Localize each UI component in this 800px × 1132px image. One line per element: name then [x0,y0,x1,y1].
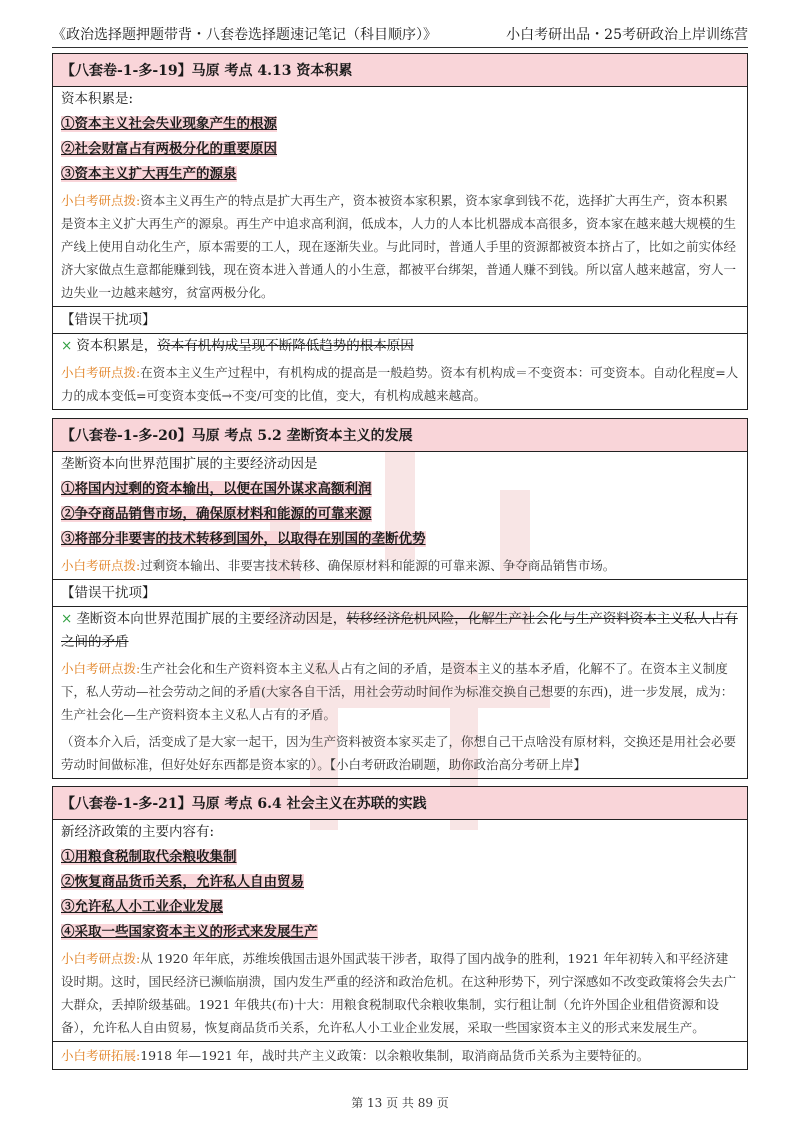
question-card-20 [52,418,748,779]
card-title: 【八套卷-1-多-19】马原 考点 4.13 资本积累 [53,54,747,87]
wrong-option: × 垄断资本向世界范围扩展的主要经济动因是，转移经济危机风险，化解生产社会化与生产资料资本主义私人占有之间的矛盾 [61,611,738,650]
option-item: ②争夺商品销售市场，确保原材料和能源的可靠来源 [61,506,372,522]
tip-note: 小白考研点拨:在资本主义生产过程中，有机构成的提高是一般趋势。资本有机构成＝不变资本：可变资本。自动化程度=人力的成本变低=可变资本变低→不变/可变的比值，变大，有机构成越来越高。 [61,365,739,403]
header-right: 小白考研出品・25考研政治上岸训练营 [506,27,748,43]
tip-note: 小白考研点拨:资本主义再生产的特点是扩大再生产，资本被资本家积累，资本家拿到钱不花，选择扩大再生产，资本积累是资本主义扩大再生产的源泉。再生产中追求高利润，低成本，人力的人本比机器成本高很多，资本家在越来越大规模的生产线上使用自动化生产，原本需要的工人，现在逐渐失业。与此同时，普通人手里的资源都被资本挤占了，比如之前实体经济大家做点生意都能赚到钱，现在资本进入普通人的小生意，都被平台绑架，普通人赚不到钱。所以富人越来越富，穷人一边失业一边越来越穷，贫富两极分化。 [61,193,737,300]
extra-note: （资本介入后，活变成了是大家一起干，因为生产资料被资本家买走了，你想自己干点啥没有原材料，交换还是用社会必要劳动时间做标准，但好处好东西都是资本家的）。【小白考研政治刷题，助你政治高分考研上岸】 [61,734,737,772]
cross-icon: × [61,611,73,627]
card-title: 【八套卷-1-多-20】马原 考点 5.2 垄断资本主义的发展 [53,419,747,452]
tip-note: 小白考研点拨:过剩资本输出、非要害技术转移、确保原材料和能源的可靠来源、争夺商品销售市场。 [61,558,616,573]
option-item: ②恢复商品货币关系，允许私人自由贸易 [61,874,304,890]
option-item: ③资本主义扩大再生产的源泉 [61,166,237,182]
page-header [52,18,748,48]
card-intro: 资本积累是: [61,91,134,107]
option-item: ④采取一些国家资本主义的形式来发展生产 [61,924,318,940]
question-card-21 [52,786,748,1070]
option-item: ①将国内过剩的资本输出，以便在国外谋求高额利润 [61,481,372,497]
option-item: ①用粮食税制取代余粮收集制 [61,849,237,865]
option-item: ①资本主义社会失业现象产生的根源 [61,116,277,132]
option-item: ②社会财富占有两极分化的重要原因 [61,141,277,157]
cross-icon: × [61,338,73,354]
wrong-option: × 资本积累是，资本有机构成呈现不断降低趋势的根本原因 [61,338,414,354]
card-intro: 垄断资本向世界范围扩展的主要经济动因是 [61,456,318,472]
page-number: 第 13 页 共 89 页 [351,1096,449,1110]
question-card-19 [52,53,748,410]
extension-note: 小白考研拓展:1918 年—1921 年，战时共产主义政策：以余粮收集制，取消商品货币关系为主要特征的。 [53,1041,747,1069]
option-item: ③将部分非要害的技术转移到国外，以取得在别国的垄断优势 [61,531,426,547]
header-left: 《政治选择题押题带背・八套卷选择题速记笔记（科目顺序）》 [52,27,437,43]
tip-note: 小白考研点拨:从 1920 年年底，苏维埃俄国击退外国武装干涉者，取得了国内战争的胜利，1921 年年初转入和平经济建设时期。这时，国民经济已濒临崩溃，国内发生严重的经济和政治危机。在这种形势下，列宁深感如不改变政策将会失去广大群众，丢掉阶级基础。1921 年俄共(布)十大：用粮食税制取代余粮收集制，实行租让制（允许外国企业租借资源和设备），允许私人自由贸易，恢复商品货币关系，允许私人小工业企业发展，采取一些国家资本主义的形式来发展生产。 [61,951,737,1035]
option-item: ③允许私人小工业企业发展 [61,899,223,915]
card-intro: 新经济政策的主要内容有: [61,824,215,840]
distractor-heading: 【错误干扰项】 [53,579,747,607]
card-title: 【八套卷-1-多-21】马原 考点 6.4 社会主义在苏联的实践 [53,787,747,820]
distractor-heading: 【错误干扰项】 [53,306,747,334]
tip-note: 小白考研点拨:生产社会化和生产资料资本主义私人占有之间的矛盾，是资本主义的基本矛盾，化解不了。在资本主义制度下，私人劳动—社会劳动之间的矛盾(大家各自干活，用社会劳动时间作为标准交换自己想要的东西)，进一步发展，成为：生产社会化—生产资料资本主义私人占有的矛盾。 [61,661,734,722]
